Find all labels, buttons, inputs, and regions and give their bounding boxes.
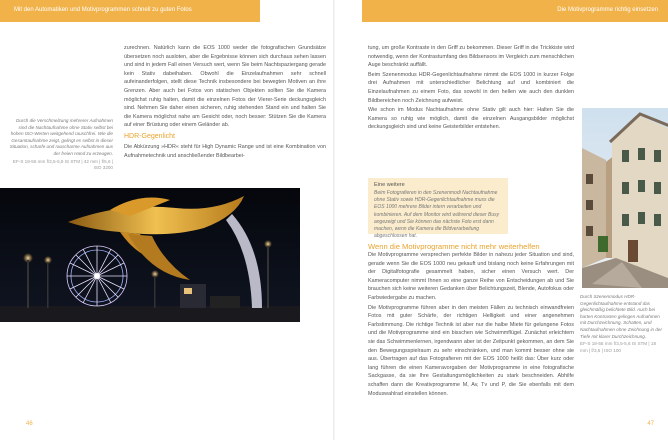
info-box-text: Beim Fotografieren in den Szenenmodi Nachtaufnahme ohne Stativ sowie HDR-Gegenlichtaufnahme muss die EOS 1000 mehrere Bilder intern verarbeiten und kombinieren. Auf dem Monitor wird während dieser Busy angezeigt und Sie können das nächste Foto erst dann machen, wenn die Kamera die Bildverarbeitung abgeschlossen hat. <box>374 190 500 240</box>
left-caption-text: Durch die Verschmelzung mehrerer Aufnahmen sind die Nachtaufnahme ohne Stativ selbst bei hohen ISO-Werten weitgehend rauschfrei. Wie die Gesamtaufnahme zeigt, gelingt es selbst in dieser Situation, scharfe und rauscharme Aufnahmen aus der freien Hand zu erzeugen. <box>9 118 113 156</box>
hdr-paragraph: Die Abkürzung »HDR« steht für High Dynamic Range und ist eine Kombination von Aufnahmetechnik und anschließender Bildbearbei- <box>124 143 326 159</box>
info-box-title: Eine weitere <box>374 182 405 188</box>
hdr-subheading: HDR-Gegenlicht <box>124 132 175 140</box>
right-paragraph-1: tung, um große Kontraste in den Griff zu bekommen. Dieser Griff in die Trickkiste wird notwendig, wenn der Kontrastumfang des Bildsensors im Vergleich zum menschlichen Auge beschränkt auffällt. <box>368 45 574 69</box>
left-paragraph: zurechnen. Natürlich kann die EOS 1000 weder die fotografischen Grundsätze übersetzen noch ausloten, aber die Ergebnisse können sich durchaus sehen lassen und sind in jedem Fall einen Versuch wert, wenn Sie beim Nachtspaziergang gerade kein Stativ dabeihaben. Obwohl die Einzelaufnahmen sehr schnell aufeinanderfolgen, stellt diese Technik insbesondere bei bewegten Motiven an ihre Grenzen. Aber auch bei Fotos von statischen Objekten sollten Sie die Kamera möglichst ruhig halten, damit die einzelnen Fotos der Vierer-Serie deckungsgleich sind. Nehmen Sie daher einen sicheren, ruhig stehenden Stand ein und halten Sie die Kamera möglichst nahe am Gesicht oder, noch besser: Stützen Sie die Kamera auf einer Brüstung oder einem Geländer ab. <box>124 45 326 129</box>
left-photo-caption <box>8 118 113 172</box>
night-sculpture-photo <box>0 188 300 322</box>
right-caption-text: Durch Szenenmodus HDR-Gegenlichtaufnahme entstand das gleichmäßig belichtete Bild. Auch bei harten Kontrasten gelingen Aufnahmen mit Durchzeichnung, Schatten, und Nachtaufnahmen ohne Zeichnung in der Tiefe mit klarer Durchzeichnung. <box>580 294 662 339</box>
village-street-photo <box>582 108 668 288</box>
left-body-column <box>124 44 326 161</box>
left-running-title: Mit den Automatiken und Motivprogrammen schnell zu guten Fotos <box>14 7 192 13</box>
book-gutter <box>333 0 335 440</box>
right-paragraph-3: Wie schon im Modus Nachtaufnahme ohne Stativ gilt auch hier: Halten Sie die Kamera so ruhig wie möglich, damit die einzelnen Ausgangsbilder möglichst deckungsgleich sind und keine Geisterbilder entstehen. <box>368 107 574 131</box>
right-paragraph-5: Die Motivprogramme führen aber in den meisten Fällen zu technisch einwandfreien Fotos mit guter Schärfe, der richtigen Helligkeit und einer angenehmen Farbstimmung. Die richtige Technik ist aber nur die halbe Miete für gelungene Fotos und die Motivprogramme sind ein bisschen wie Schwimmflügel. Zunächst erleichtern sie das Schwimmenlernen, irgendwann aber ist der Zeitpunkt gekommen, an dem Sie den Bewegungsspielraum zu sehr einschränken, und man kommt besser ohne sie aus. Übertragen auf das Fotografieren mit der EOS 1000 heißt das: Über kurz oder lang führen die einen Kameravorgaben der Motivprogramme in eine fotografische Sackgasse, da sie Ihre Gestaltungsmöglichkeiten zu stark beschneiden. Abhilfe schaffen dann die Kreativprogramme M, Av, Tv und P, die Sie ebenfalls mit dem Moduswahlrad einstellen können. <box>368 304 574 397</box>
right-bottom-column <box>368 251 574 399</box>
left-page-number: 46 <box>26 421 33 427</box>
right-page-number: 47 <box>647 421 654 427</box>
right-photo-caption <box>580 294 664 354</box>
right-paragraph-4: Die Motivprogramme versprechen perfekte Bilder in nahezu jeder Situation und sind, gerade wenn Sie die EOS 1000 neu gekauft und bislang noch keine Erfahrungen mit der Digitalfotografie gesammelt haben, sicher einen Versuch wert. Der Kameracomputer nimmt Ihnen so eine ganze Reihe von Entscheidungen ab und Sie brauchen sich keine weiteren Gedanken über Belichtungszeit, Blende, Autofokus oder Farbwiedergabe zu machen. <box>368 252 574 301</box>
info-box <box>368 178 508 240</box>
right-paragraph-2: Beim Szenenmodus HDR-Gegenlichtaufnahme nimmt die EOS 1000 in kurzer Folge drei Aufnahmen mit unterschiedlicher Belichtung auf und kombiniert die Einzelaufnahmen zu einem Foto, das sowohl in den hellen wie auch den dunklen Bildbereichen noch Zeichnung aufweist. <box>368 71 574 104</box>
right-top-column <box>368 44 574 133</box>
section-heading: Wenn die Motivprogramme nicht mehr weiterhelfen <box>368 242 540 251</box>
left-caption-meta: EF-S 18-55 mm f/3,5-5,6 IS STM | 42 mm | f/5,6 | ISO 3200 <box>12 158 113 171</box>
right-running-title: Die Motivprogramme richtig einsetzen <box>557 7 658 13</box>
right-caption-meta: EF-S 18-55 mm f/3,5-5,6 IS STM | 18 mm | f/3,5 | ISO 100 <box>580 341 656 353</box>
